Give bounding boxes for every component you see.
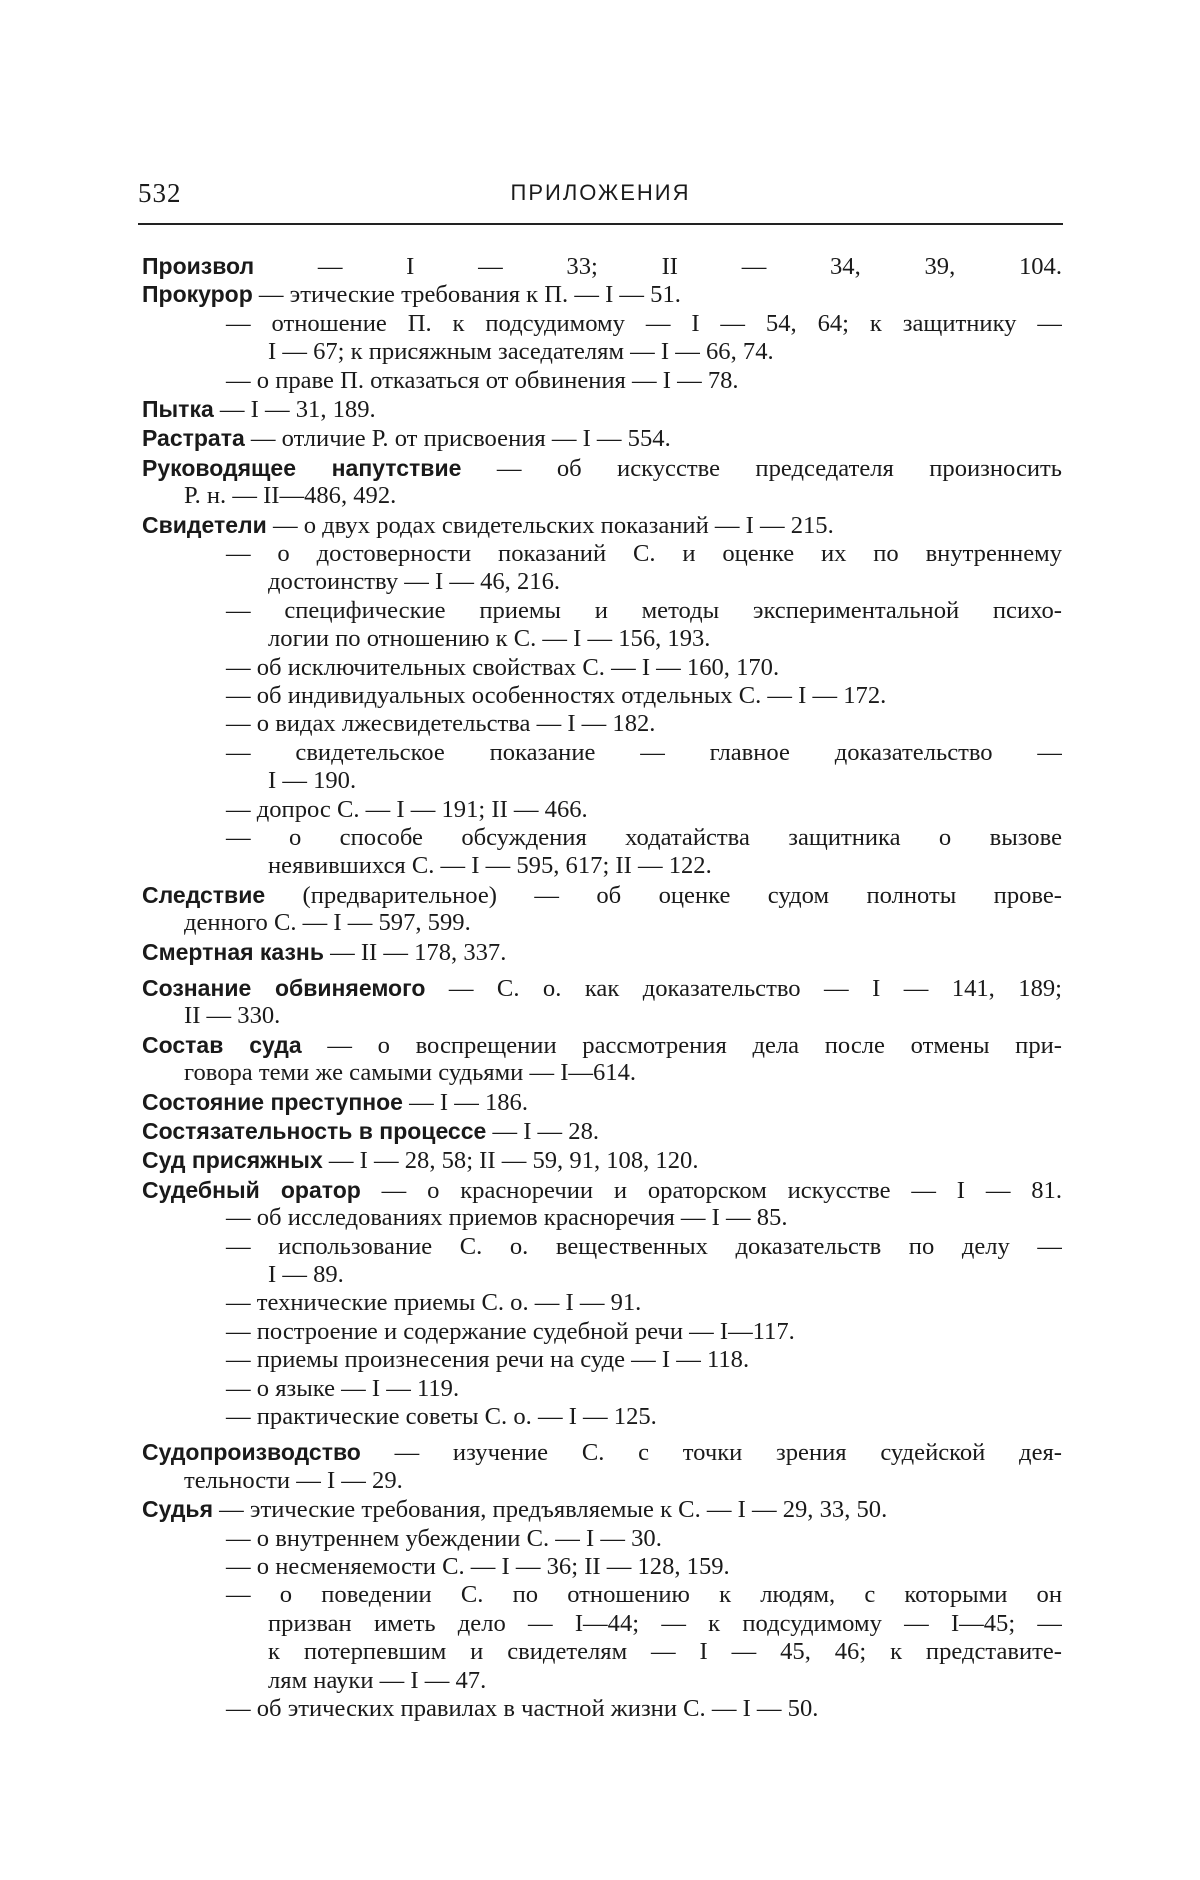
index-line [142, 597, 1062, 625]
index-line [142, 625, 1062, 653]
index-line [142, 1403, 1062, 1431]
index-line [142, 1059, 1062, 1087]
index-text: к потерпевшим и свидетелям — I — 45, 46; к представите- [268, 1638, 1062, 1666]
index-entry [142, 511, 1062, 540]
index-text: — о воспрещении рассмотрения дела после отмены при- [301, 1031, 1062, 1059]
index-heading: Произвол [142, 253, 255, 279]
index-text: — специфические приемы и методы экспериментальной психо- [226, 596, 1062, 624]
index-line [142, 1610, 1062, 1638]
index-line [142, 767, 1062, 795]
index-entry [142, 1438, 1062, 1495]
index-line [142, 338, 1062, 366]
index-line [142, 310, 1062, 338]
index-line [142, 252, 1062, 280]
index-text: — II — 178, 337. [323, 938, 507, 966]
index-text: — об этических правилах в частной жизни С. — I — 50. [226, 1695, 819, 1723]
index-heading: Смертная казнь [142, 938, 324, 965]
index-subentry [142, 1403, 1062, 1431]
index-text: — отношение П. к подсудимому — I — 54, 64; к защитнику — [226, 309, 1062, 337]
index-text: — о праве П. отказаться от обвинения — I — 78. [226, 366, 739, 394]
index-line [142, 1176, 1062, 1204]
index-line [142, 1581, 1062, 1609]
index-line [142, 1117, 1062, 1146]
index-entry [142, 881, 1062, 938]
index-text: — I — 28. [486, 1118, 600, 1146]
index-text: — об исследованиях приемов красноречия — I — 85. [226, 1204, 788, 1232]
index-text: I — 67; к присяжным заседателям — I — 66, 74. [268, 338, 774, 366]
index-line [142, 540, 1062, 568]
index-line [142, 1467, 1062, 1495]
index-line [142, 482, 1062, 510]
index-text: — об индивидуальных особенностях отдельных С. — I — 172. [226, 682, 887, 710]
index-subentry [142, 1204, 1062, 1232]
index-text: — о двух родах свидетельских показаний — I — 215. [266, 511, 834, 539]
index-entry [142, 1031, 1062, 1088]
index-line [142, 424, 1062, 453]
index-line [142, 367, 1062, 395]
index-subentry [142, 540, 1062, 597]
index-text: — I — 33; II — 34, 39, 104. [254, 253, 1062, 280]
header-rule [138, 223, 1063, 225]
index-line [142, 909, 1062, 937]
index-subentry [142, 1553, 1062, 1581]
index-text: — I — 31, 189. [213, 396, 376, 423]
page-header [138, 178, 1063, 218]
index-subentry [142, 682, 1062, 710]
index-text: призван иметь дело — I—44; — к подсудимому — I—45; — [268, 1609, 1062, 1637]
index-line [142, 1438, 1062, 1466]
index-text: II — 330. [184, 1002, 281, 1030]
index-subentry [142, 654, 1062, 682]
index-entry [142, 1495, 1062, 1524]
index-subentry [142, 1233, 1062, 1290]
index-line [142, 974, 1062, 1002]
index-entry [142, 938, 1062, 967]
index-heading: Пытка [142, 396, 214, 422]
index-subentry [142, 1289, 1062, 1317]
index-entry [142, 454, 1062, 511]
index-heading: Сознание обвиняемого [142, 975, 426, 1002]
index-text: — о видах лжесвидетельства — I — 182. [226, 710, 656, 738]
index-line [142, 1002, 1062, 1030]
page-number: 532 [138, 178, 182, 208]
index-text: — практические советы С. о. — I — 125. [226, 1403, 657, 1431]
index-subentry [142, 1318, 1062, 1346]
index-text: — о внутреннем убеждении С. — I — 30. [226, 1524, 662, 1552]
index-text: — свидетельское показание — главное доказательство — [226, 738, 1062, 766]
index-text: I — 190. [268, 767, 357, 795]
index-text: — построение и содержание судебной речи — I—117. [226, 1317, 795, 1345]
index-line [142, 739, 1062, 767]
index-line [142, 1375, 1062, 1403]
index-line [142, 824, 1062, 852]
index-subentry [142, 367, 1062, 395]
index-text: лям науки — I — 47. [268, 1666, 487, 1694]
index-line [142, 852, 1062, 880]
index-text: — приемы произнесения речи на суде — I — 118. [226, 1346, 750, 1374]
index-entry [142, 1117, 1062, 1146]
index-line [142, 938, 1062, 967]
index-line [142, 1289, 1062, 1317]
index-text: — I — 28, 58; II — 59, 91, 108, 120. [322, 1147, 699, 1175]
index-subentry [142, 796, 1062, 824]
index-text: — об исключительных свойствах С. — I — 160, 170. [226, 653, 780, 681]
index-text: I — 89. [268, 1261, 344, 1289]
index-line [142, 1031, 1062, 1059]
index-line [142, 1146, 1062, 1175]
index-text: — технические приемы С. о. — I — 91. [226, 1289, 642, 1317]
index-text: — о достоверности показаний С. и оценке их по внутреннему [226, 540, 1062, 568]
index-subentry [142, 824, 1062, 881]
index-text: денного С. — I — 597, 599. [184, 909, 471, 937]
index-subentry [142, 1346, 1062, 1374]
index-line [142, 682, 1062, 710]
index-text: неявившихся С. — I — 595, 617; II — 122. [268, 852, 712, 880]
index-line [142, 881, 1062, 909]
index-text: — отличие Р. от присвоения — I — 554. [244, 425, 671, 453]
index-entry [142, 252, 1062, 280]
index-line [142, 1261, 1062, 1289]
index-line [142, 1495, 1062, 1524]
index-line [142, 395, 1062, 424]
index-subentry [142, 1695, 1062, 1723]
index-heading: Судебный оратор [142, 1176, 361, 1203]
index-subentry [142, 1375, 1062, 1403]
index-text: — о способе обсуждения ходатайства защитника о вызове [226, 824, 1062, 852]
index-heading: Растрата [142, 425, 245, 452]
index-entry [142, 1088, 1062, 1117]
index-text: — изучение С. с точки зрения судейской дея- [360, 1439, 1062, 1467]
index-text: — о несменяемости С. — I — 36; II — 128, 159. [226, 1553, 730, 1581]
index-heading: Руководящее напутствие [142, 454, 462, 481]
index-heading: Судья [142, 1496, 213, 1523]
index-heading: Состав суда [142, 1031, 302, 1058]
index-entry [142, 280, 1062, 309]
index-line [142, 454, 1062, 482]
index-entry [142, 395, 1062, 424]
index-line [142, 1695, 1062, 1723]
index-entry [142, 1176, 1062, 1204]
subject-index [142, 252, 1062, 1723]
index-line [142, 796, 1062, 824]
index-line [142, 654, 1062, 682]
index-heading: Суд присяжных [142, 1147, 323, 1174]
index-heading: Следствие [142, 881, 266, 908]
index-subentry [142, 739, 1062, 796]
index-line [142, 1638, 1062, 1666]
index-entry [142, 1146, 1062, 1175]
index-subentry [142, 1525, 1062, 1553]
index-line [142, 1088, 1062, 1117]
index-heading: Судопроизводство [142, 1439, 361, 1466]
index-text: — допрос С. — I — 191; II — 466. [226, 795, 588, 823]
index-line [142, 1553, 1062, 1581]
index-text: достоинству — I — 46, 216. [268, 568, 561, 596]
index-subentry [142, 710, 1062, 738]
index-subentry [142, 310, 1062, 367]
index-entry [142, 974, 1062, 1031]
index-line [142, 710, 1062, 738]
index-line [142, 568, 1062, 596]
index-text: — использование С. о. вещественных доказательств по делу — [226, 1232, 1062, 1260]
index-line [142, 1525, 1062, 1553]
index-line [142, 280, 1062, 309]
index-heading: Состязательность в процессе [142, 1118, 487, 1145]
index-text: — об искусстве председателя произносить [461, 454, 1062, 482]
index-line [142, 1233, 1062, 1261]
index-text: — о языке — I — 119. [226, 1374, 460, 1402]
index-heading: Прокурор [142, 281, 253, 308]
index-line [142, 1346, 1062, 1374]
index-subentry [142, 597, 1062, 654]
index-text: — о красноречии и ораторском искусстве — I — 81. [360, 1176, 1062, 1204]
index-heading: Состояние преступное [142, 1088, 403, 1115]
running-title: ПРИЛОЖЕНИЯ [510, 180, 691, 205]
index-text: — этические требования к П. — I — 51. [252, 281, 681, 309]
index-line [142, 1667, 1062, 1695]
index-text: говора теми же самыми судьями — I—614. [184, 1059, 637, 1087]
index-text: — этические требования, предъявляемые к С. — I — 29, 33, 50. [213, 1496, 888, 1524]
index-text: — о поведении С. по отношению к людям, с которыми он [226, 1581, 1062, 1609]
index-heading: Свидетели [142, 511, 267, 538]
index-text: тельности — I — 29. [184, 1466, 403, 1494]
index-line [142, 511, 1062, 540]
index-subentry [142, 1581, 1062, 1695]
index-entry [142, 424, 1062, 453]
index-text: — С. о. как доказательство — I — 141, 189; [425, 975, 1062, 1003]
index-line [142, 1318, 1062, 1346]
index-line [142, 1204, 1062, 1232]
index-text: логии по отношению к С. — I — 156, 193. [268, 625, 711, 653]
index-text: — I — 186. [402, 1088, 528, 1116]
index-text: (предварительное) — об оценке судом полноты прове- [265, 881, 1062, 909]
index-text: Р. н. — II—486, 492. [184, 482, 397, 510]
